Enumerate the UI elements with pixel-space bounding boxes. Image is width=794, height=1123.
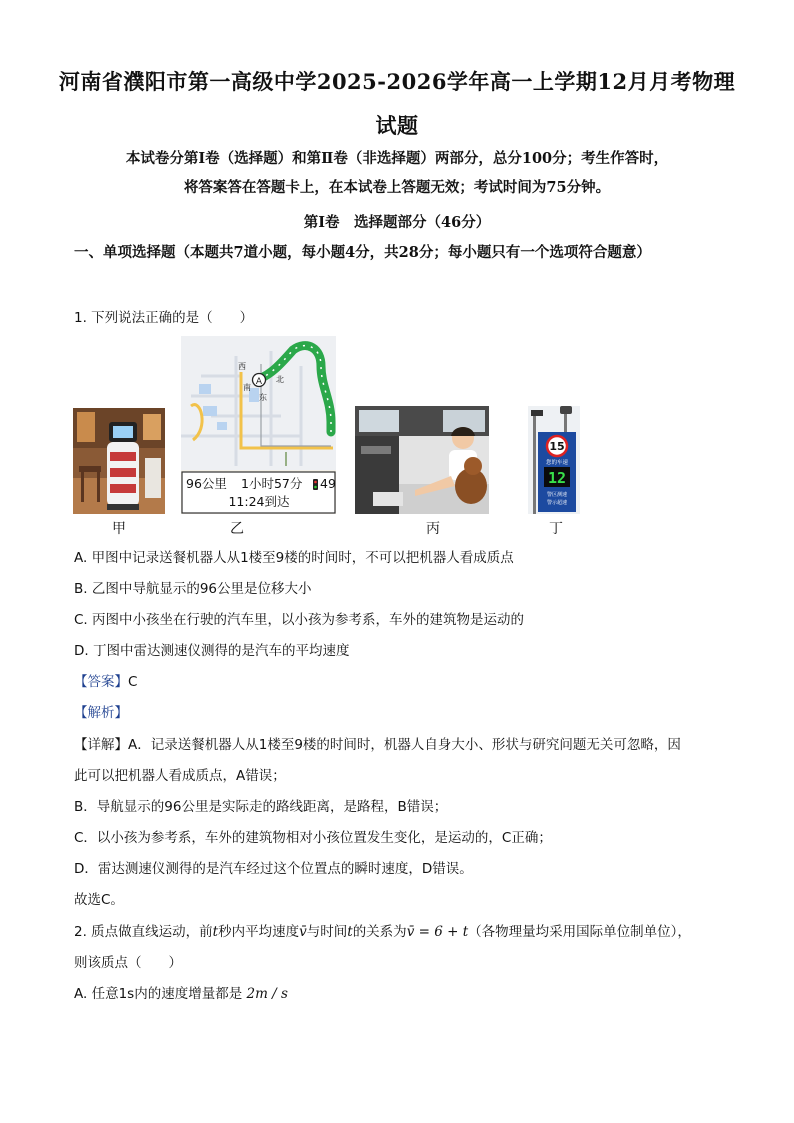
section-heading: 一、单项选择题（本题共7道小题，每小题4分，共28分；每小题只有一个选项符合题意） bbox=[74, 244, 651, 261]
q2-var-t-2: t bbox=[347, 924, 353, 940]
question-1-figures bbox=[0, 336, 794, 536]
radar-speed-sign bbox=[528, 406, 580, 514]
exam-title: 河南省濮阳市第一高级中学2025-2026学年高一上学期12月月考物理 bbox=[58, 69, 736, 94]
measured-speed-value: 12 bbox=[547, 469, 567, 487]
q2-stem-part-5: （各物理量均采用国际单位制单位）， bbox=[468, 924, 691, 940]
map-label-east: 东 bbox=[259, 393, 267, 402]
detail-d-line: D．雷达测速仪测得的是汽车经过这个位置点的瞬时速度，D错误。 bbox=[74, 861, 473, 877]
q2-option-a-text: A. 任意1s内的速度增量都是 bbox=[74, 986, 243, 1002]
q2-var-v: v̄ bbox=[299, 924, 307, 940]
answer-line bbox=[74, 670, 734, 690]
q2-stem-part-1: 2. 质点做直线运动，前 bbox=[74, 924, 213, 940]
exam-instructions bbox=[60, 144, 734, 202]
instructions-line-1: 本试卷分第Ⅰ卷（选择题）和第Ⅱ卷（非选择题）两部分，总分100分；考生作答时， bbox=[125, 150, 669, 167]
robot-photo bbox=[73, 408, 165, 514]
question-2-stem bbox=[74, 920, 734, 940]
nav-arrival: 11:24到达 bbox=[228, 494, 290, 509]
question-1-option-d: D. 丁图中雷达测速仪测得的是汽车的平均速度 bbox=[74, 643, 350, 659]
detail-a-line-1 bbox=[74, 733, 734, 753]
fig-caption-jia: 甲 bbox=[112, 521, 126, 537]
nav-distance: 96公里 bbox=[186, 476, 227, 491]
nav-duration: 1小时57分 bbox=[241, 476, 303, 491]
nav-signal-count: 49 bbox=[320, 476, 336, 491]
part-heading: 第Ⅰ卷 选择题部分（46分） bbox=[303, 214, 491, 231]
question-1-option-a: A. 甲图中记录送餐机器人从1楼至9楼的时间时，不可以把机器人看成质点 bbox=[74, 550, 514, 566]
question-1-option-b: B. 乙图中导航显示的96公里是位移大小 bbox=[74, 581, 312, 597]
answer-tag: 【答案】 bbox=[74, 674, 128, 690]
conclusion-line: 故选C。 bbox=[74, 892, 124, 908]
answer-value: C bbox=[128, 674, 138, 690]
fig-caption-yi: 乙 bbox=[230, 521, 244, 537]
instructions-line-2: 将答案答在答题卡上，在本试卷上答题无效；考试时间为75分钟。 bbox=[183, 179, 611, 196]
map-label-west: 西 bbox=[238, 362, 246, 371]
traffic-light-icon bbox=[313, 479, 318, 490]
svg-text:A: A bbox=[255, 377, 263, 387]
detail-a-line-2: 此可以把机器人看成质点，A错误； bbox=[74, 768, 286, 784]
detail-tag: 【详解】 bbox=[74, 737, 128, 753]
detail-c-line: C．以小孩为参考系，车外的建筑物相对小孩位置发生变化，是运动的，C正确； bbox=[74, 830, 552, 846]
detail-b-line: B．导航显示的96公里是实际走的路线距离，是路程，B错误； bbox=[74, 799, 448, 815]
speed-limit-value: 15 bbox=[549, 440, 565, 453]
question-1-stem: 1. 下列说法正确的是（ ） bbox=[74, 310, 254, 326]
map-label-south: 南 bbox=[243, 383, 251, 392]
fig-caption-bing: 丙 bbox=[426, 521, 440, 537]
q2-stem-part-2: 秒内平均速度 bbox=[218, 924, 300, 940]
analysis-tag: 【解析】 bbox=[74, 705, 128, 721]
speed-sign-footer-2: 警示超速 bbox=[546, 500, 568, 506]
detail-a-text: A．记录送餐机器人从1楼至9楼的时间时，机器人自身大小、形状与研究问题无关可忽略，因 bbox=[128, 737, 681, 753]
analysis-line bbox=[74, 701, 734, 721]
q2-stem-part-4: 的关系为 bbox=[352, 924, 407, 940]
q2-option-a-value: 2m / s bbox=[246, 986, 288, 1002]
fig-caption-ding: 丁 bbox=[549, 521, 563, 537]
speed-sign-footer-1: 警区测速 bbox=[546, 492, 568, 498]
question-2-stem-cont: 则该质点（ ） bbox=[74, 955, 182, 971]
speed-sign-label: 您的车速 bbox=[545, 460, 569, 466]
question-2-option-a bbox=[74, 982, 734, 1002]
child-in-car-photo bbox=[355, 406, 489, 514]
q2-stem-part-3: 与时间 bbox=[306, 924, 348, 940]
navigation-map bbox=[181, 336, 336, 514]
exam-title-cont: 试题 bbox=[375, 113, 419, 138]
q2-var-t: t bbox=[212, 924, 219, 940]
q2-formula: v̄ = 6 + t bbox=[406, 924, 469, 940]
question-1-option-c: C. 丙图中小孩坐在行驶的汽车里，以小孩为参考系，车外的建筑物是运动的 bbox=[74, 612, 525, 628]
map-label-north: 北 bbox=[276, 375, 284, 384]
